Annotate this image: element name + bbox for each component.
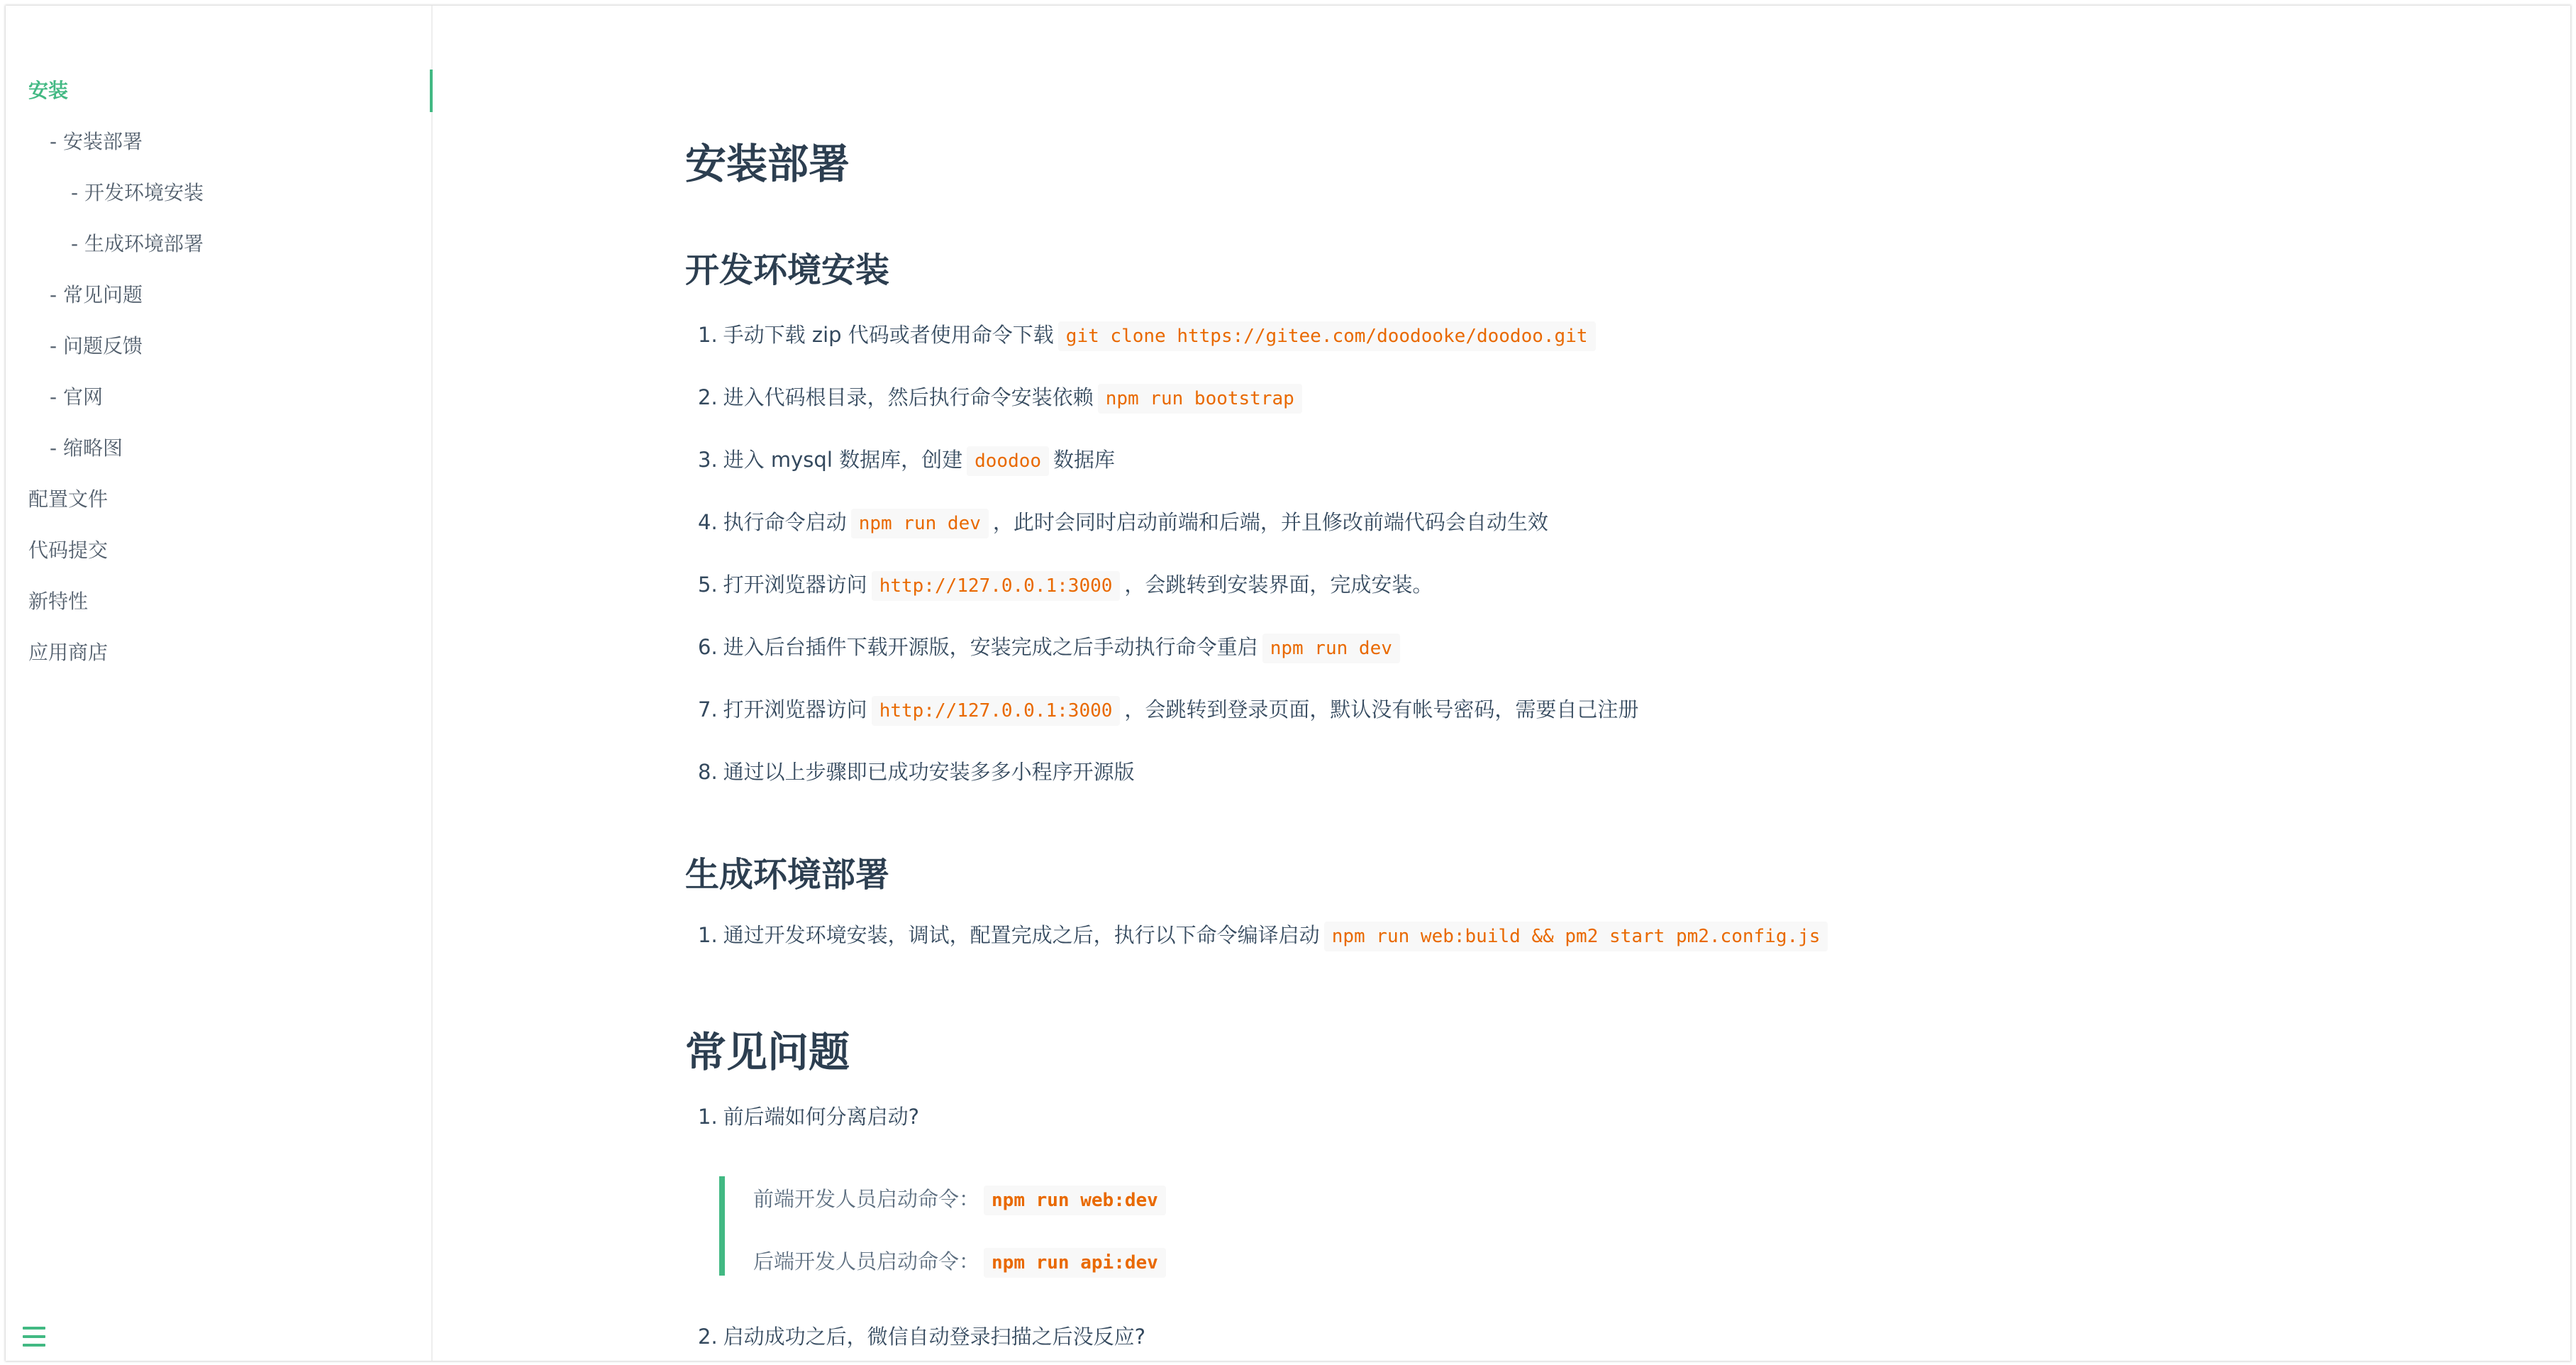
inline-code: npm run api:dev (984, 1248, 1166, 1278)
inline-code: npm run bootstrap (1098, 384, 1302, 414)
list-text: 通过开发环境安装，调试，配置完成之后，执行以下命令编译启动 (723, 923, 1320, 947)
sidebar-item-install[interactable]: 安装 (6, 65, 431, 116)
inline-code: npm run web:dev (984, 1186, 1166, 1215)
list-text: 手动下载 zip 代码或者使用命令下载 (723, 323, 1054, 347)
sidebar-item-prod-deploy[interactable]: - 生成环境部署 (71, 232, 204, 255)
list-item (698, 319, 1600, 352)
list-item (698, 507, 1548, 539)
list-text: 执行命令启动 (723, 510, 847, 534)
list-number: 1. (698, 1105, 718, 1129)
inline-code-url: http://127.0.0.1:3000 (872, 696, 1121, 726)
list-text-suffix: ，会跳转到登录页面，默认没有帐号密码，需要自己注册 (1124, 697, 1639, 722)
list-item (698, 919, 1832, 952)
heading-faq: 常见问题 (685, 1028, 850, 1076)
sidebar-item-commit[interactable]: 代码提交 (28, 538, 109, 562)
list-text: 打开浏览器访问 (723, 697, 867, 722)
heading-dev-env: 开发环境安装 (685, 250, 890, 290)
inline-code: npm run dev (851, 509, 989, 538)
inline-code-url: http://127.0.0.1:3000 (872, 571, 1121, 601)
list-text: 打开浏览器访问 (723, 573, 867, 597)
list-number: 6. (698, 635, 718, 659)
list-item (698, 631, 1404, 664)
sidebar-item-features[interactable]: 新特性 (28, 590, 89, 613)
inline-code: npm run web:build && pm2 start pm2.config.js (1324, 922, 1828, 951)
list-item (698, 569, 1433, 602)
list-number: 8. (698, 760, 718, 784)
list-item (698, 444, 1115, 477)
list-item (698, 756, 1135, 788)
inline-code: npm run dev (1262, 634, 1400, 663)
list-number: 5. (698, 573, 718, 597)
list-item (698, 1101, 919, 1132)
list-text: 启动成功之后，微信自动登录扫描之后没反应? (723, 1325, 1146, 1349)
sidebar (6, 6, 433, 1361)
list-text: 进入代码根目录，然后执行命令安装依赖 (723, 385, 1094, 409)
heading-install-deploy: 安装部署 (685, 140, 850, 188)
blockquote-line (753, 1183, 1170, 1216)
list-number: 3. (698, 448, 718, 472)
inline-code: git clone https://gitee.com/doodooke/doodoo.git (1058, 321, 1596, 351)
sidebar-item-dev-env[interactable]: - 开发环境安装 (71, 181, 204, 204)
hamburger-menu-icon[interactable] (20, 1324, 48, 1349)
list-text-suffix: 数据库 (1053, 448, 1116, 472)
main-content (433, 6, 2570, 1361)
sidebar-item-install-deploy[interactable]: - 安装部署 (50, 130, 143, 153)
list-number: 1. (698, 923, 718, 947)
list-item (698, 1321, 1145, 1352)
list-item (698, 694, 1638, 726)
list-number: 1. (698, 323, 718, 347)
list-text-suffix: ，此时会同时启动前端和后端，并且修改前端代码会自动生效 (992, 510, 1548, 534)
list-text: 前后端如何分离启动? (723, 1105, 920, 1129)
app-window (6, 6, 2570, 1361)
list-number: 2. (698, 1325, 718, 1349)
heading-prod-deploy: 生成环境部署 (685, 855, 890, 895)
blockquote-label: 后端开发人员启动命令： (753, 1249, 980, 1273)
list-text-suffix: ，会跳转到安装界面，完成安装。 (1124, 573, 1433, 597)
list-number: 7. (698, 697, 718, 722)
sidebar-item-app-store[interactable]: 应用商店 (28, 641, 109, 664)
list-text: 通过以上步骤即已成功安装多多小程序开源版 (723, 760, 1135, 784)
inline-code: doodoo (967, 446, 1049, 476)
list-item (698, 382, 1306, 414)
sidebar-item-website[interactable]: - 官网 (50, 385, 104, 409)
blockquote-label: 前端开发人员启动命令： (753, 1187, 980, 1211)
blockquote-line (753, 1246, 1170, 1278)
sidebar-item-feedback[interactable]: - 问题反馈 (50, 334, 143, 358)
list-text: 进入 mysql 数据库，创建 (723, 448, 963, 472)
sidebar-nav (6, 65, 431, 678)
list-text: 进入后台插件下载开源版，安装完成之后手动执行命令重启 (723, 635, 1258, 659)
sidebar-item-thumbnails[interactable]: - 缩略图 (50, 436, 123, 460)
sidebar-item-faq[interactable]: - 常见问题 (50, 283, 143, 306)
sidebar-item-config[interactable]: 配置文件 (28, 487, 109, 511)
list-number: 2. (698, 385, 718, 409)
list-number: 4. (698, 510, 718, 534)
blockquote (719, 1176, 1216, 1276)
